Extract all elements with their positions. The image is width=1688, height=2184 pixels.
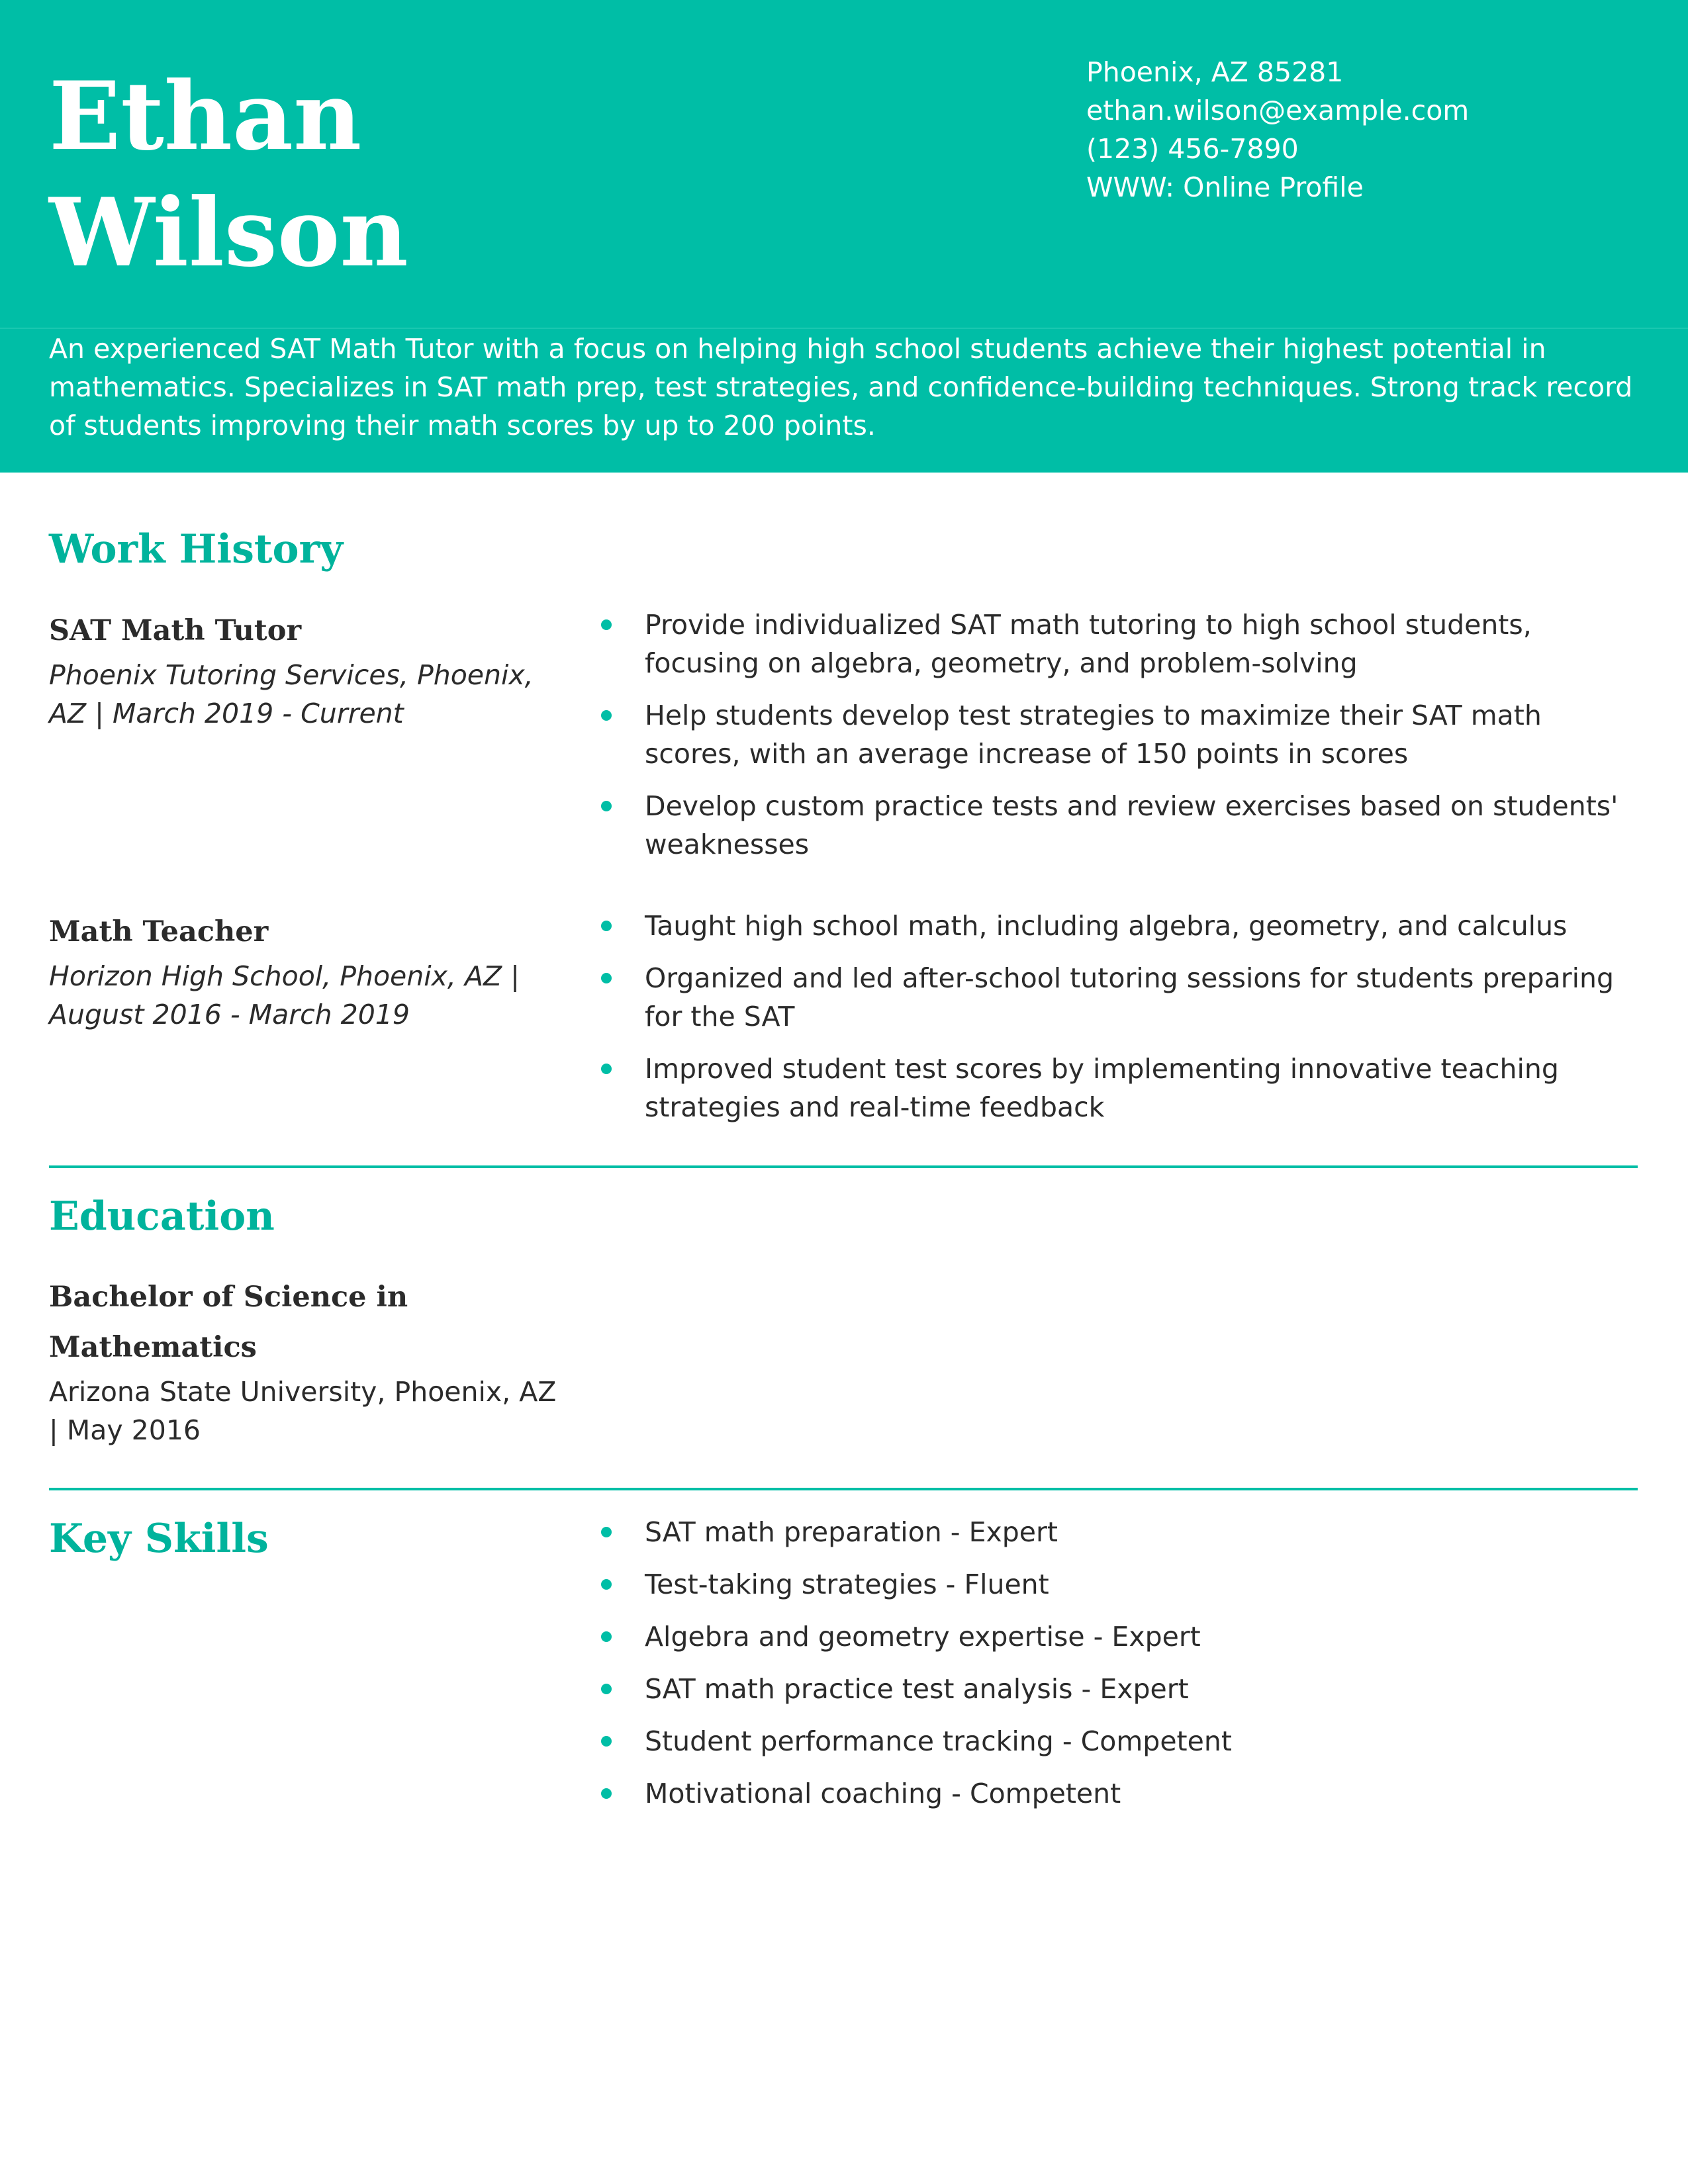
list-item: Taught high school math, including algebra, geometry, and calculus xyxy=(598,907,1644,945)
skills-list xyxy=(598,1513,1644,1827)
key-skills-heading: Key Skills xyxy=(49,1516,269,1562)
job-1-meta xyxy=(49,656,572,733)
job-1-bullets xyxy=(598,606,1644,878)
work-history-heading: Work History xyxy=(49,526,344,572)
candidate-name xyxy=(49,58,777,291)
list-item: Motivational coaching - Competent xyxy=(598,1774,1644,1813)
list-item: SAT math preparation - Expert xyxy=(598,1513,1644,1551)
education-heading: Education xyxy=(49,1193,275,1240)
contact-phone[interactable]: (123) 456-7890 xyxy=(1086,133,1299,165)
degree-title: Bachelor of Science in Mathematics xyxy=(49,1281,408,1364)
job-2-location-dates: , Phoenix, AZ | August 2016 - March 2019 xyxy=(49,960,520,1030)
last-name: Wilson xyxy=(49,178,408,288)
job-1-title: SAT Math Tutor xyxy=(49,614,302,647)
list-item: Organized and led after-school tutoring sessions for students preparing for the SAT xyxy=(598,959,1644,1036)
list-item: Algebra and geometry expertise - Expert xyxy=(598,1617,1644,1656)
list-item: Student performance tracking - Competent xyxy=(598,1722,1644,1760)
job-1-info xyxy=(49,606,572,733)
job-2-company: Horizon High School xyxy=(49,960,323,992)
school-info: Arizona State University, Phoenix, AZ | May 2016 xyxy=(49,1376,557,1446)
list-item: Test-taking strategies - Fluent xyxy=(598,1565,1644,1604)
list-item: Help students develop test strategies to maximize their SAT math scores, with an average increase of 150 points in scores xyxy=(598,696,1644,773)
job-1-location-dates: , Phoenix, AZ | March 2019 - Current xyxy=(49,659,534,729)
contact-website[interactable]: WWW: Online Profile xyxy=(1086,171,1364,203)
contact-email[interactable]: ethan.wilson@example.com xyxy=(1086,95,1470,126)
education-entry xyxy=(49,1272,572,1449)
contact-location: Phoenix, AZ 85281 xyxy=(1086,56,1344,88)
job-2-info xyxy=(49,907,572,1034)
section-divider xyxy=(49,1165,1638,1168)
list-item: SAT math practice test analysis - Expert xyxy=(598,1670,1644,1708)
professional-summary: An experienced SAT Math Tutor with a focus on helping high school students achieve their highest potential in mathematics. Specializes in SAT math prep, test strategies, and confidence-building techniques. Strong track record of students improving their math scores by up to 200 points. xyxy=(49,333,1633,441)
list-item: Improved student test scores by implementing innovative teaching strategies and real-time feedback xyxy=(598,1050,1644,1126)
job-2-bullets xyxy=(598,907,1644,1140)
list-item: Develop custom practice tests and review exercises based on students' weaknesses xyxy=(598,787,1644,864)
contact-block xyxy=(1086,53,1669,206)
list-item: Provide individualized SAT math tutoring to high school students, focusing on algebra, geometry, and problem-solving xyxy=(598,606,1644,682)
job-2-title: Math Teacher xyxy=(49,915,269,948)
section-divider xyxy=(49,1488,1638,1490)
job-1-company: Phoenix Tutoring Services xyxy=(49,659,400,691)
job-2-meta xyxy=(49,957,572,1034)
first-name: Ethan xyxy=(49,62,362,171)
